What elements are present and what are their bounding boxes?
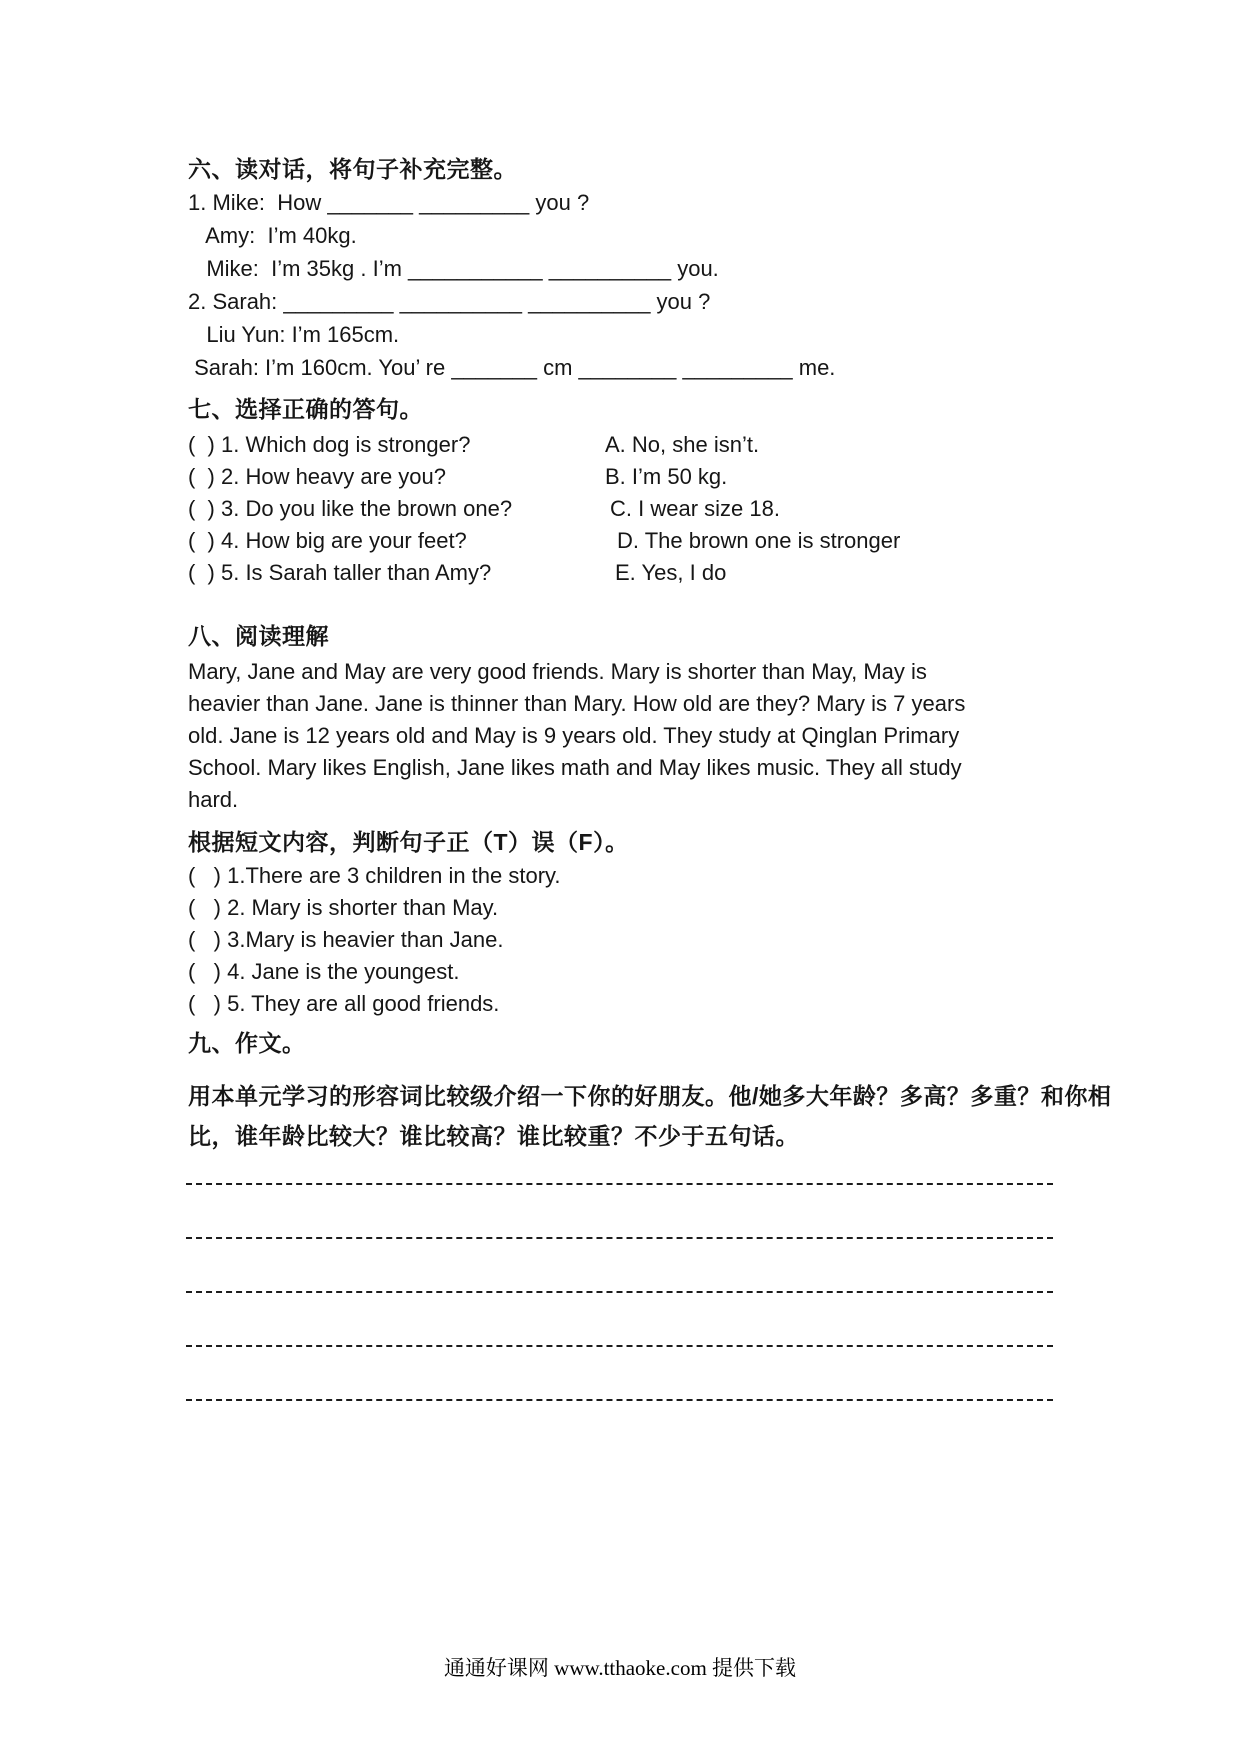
matching-row [188, 557, 727, 589]
matching-row [188, 429, 760, 461]
essay-prompt [188, 1076, 1111, 1156]
answer-rule-line-4 [186, 1345, 1053, 1399]
answer-rule-line-2 [186, 1237, 1053, 1291]
section-8-heading: 八、阅读理解 [188, 623, 329, 649]
essay-answer-lines [186, 1183, 1053, 1453]
matching-answer: D. The brown one is stronger [617, 528, 901, 553]
dialogue-line-3: Mike: I’m 35kg . I’m ___________ __________ you. [188, 256, 719, 281]
tf-item-1: ( ) 1.There are 3 children in the story. [188, 863, 561, 888]
matching-row [188, 493, 780, 525]
dialogue-line-5: Liu Yun: I’m 165cm. [188, 322, 400, 347]
dialogue-line-2: Amy: I’m 40kg. [188, 223, 357, 248]
answer-rule-line-1 [186, 1183, 1053, 1237]
section-6-heading: 六、读对话，将句子补充完整。 [188, 156, 517, 182]
section-7-matching [188, 392, 901, 589]
tf-item-3: ( ) 3.Mary is heavier than Jane. [188, 927, 504, 952]
section-6-dialogue [188, 152, 835, 384]
passage-line-1: Mary, Jane and May are very good friends. Mary is shorter than May, May is [188, 659, 927, 684]
matching-answer: B. I’m 50 kg. [605, 464, 728, 489]
matching-row [188, 461, 728, 493]
dialogue-line-1: 1. Mike: How _______ _________ you ? [188, 190, 590, 215]
tf-item-2: ( ) 2. Mary is shorter than May. [188, 895, 499, 920]
matching-row [188, 525, 901, 557]
dialogue-line-4: 2. Sarah: _________ __________ __________ you ? [188, 289, 711, 314]
answer-rule-line-5 [186, 1399, 1053, 1453]
section-9-heading: 九、作文。 [188, 1030, 306, 1056]
matching-question: ( ) 3. Do you like the brown one? [188, 496, 513, 521]
matching-question: ( ) 4. How big are your feet? [188, 528, 467, 553]
footer-watermark: 通通好课网 www.tthaoke.com 提供下载 [443, 1656, 797, 1680]
passage-line-5: hard. [188, 787, 239, 812]
matching-answer: C. I wear size 18. [610, 496, 780, 521]
passage-line-3: old. Jane is 12 years old and May is 9 years old. They study at Qinglan Primary [188, 723, 960, 748]
section-8-reading [188, 619, 965, 1020]
true-false-instruction: 根据短文内容，判断句子正（T）误（F）。 [188, 829, 629, 855]
section-9-essay [188, 1026, 1111, 1156]
tf-item-5: ( ) 5. They are all good friends. [188, 991, 500, 1016]
matching-answer: A. No, she isn’t. [605, 432, 760, 457]
passage-line-2: heavier than Jane. Jane is thinner than Mary. How old are they? Mary is 7 years [188, 691, 966, 716]
essay-prompt-line-2: 比，谁年龄比较大？谁比较高？谁比较重？不少于五句话。 [188, 1123, 799, 1149]
matching-question: ( ) 2. How heavy are you? [188, 464, 447, 489]
matching-question: ( ) 1. Which dog is stronger? [188, 432, 471, 457]
answer-rule-line-3 [186, 1291, 1053, 1345]
tf-item-4: ( ) 4. Jane is the youngest. [188, 959, 460, 984]
matching-question: ( ) 5. Is Sarah taller than Amy? [188, 560, 492, 585]
passage-line-4: School. Mary likes English, Jane likes math and May likes music. They all study [188, 755, 962, 780]
dialogue-line-6: Sarah: I’m 160cm. You’ re _______ cm ________ _________ me. [188, 355, 836, 380]
true-false-items [188, 860, 965, 1020]
section-7-heading: 七、选择正确的答句。 [188, 396, 423, 422]
matching-answer: E. Yes, I do [615, 560, 727, 585]
essay-prompt-line-1: 用本单元学习的形容词比较级介绍一下你的好朋友。他/她多大年龄？多高？多重？和你相 [188, 1083, 1112, 1109]
reading-passage [188, 656, 965, 816]
matching-pairs [188, 429, 901, 589]
